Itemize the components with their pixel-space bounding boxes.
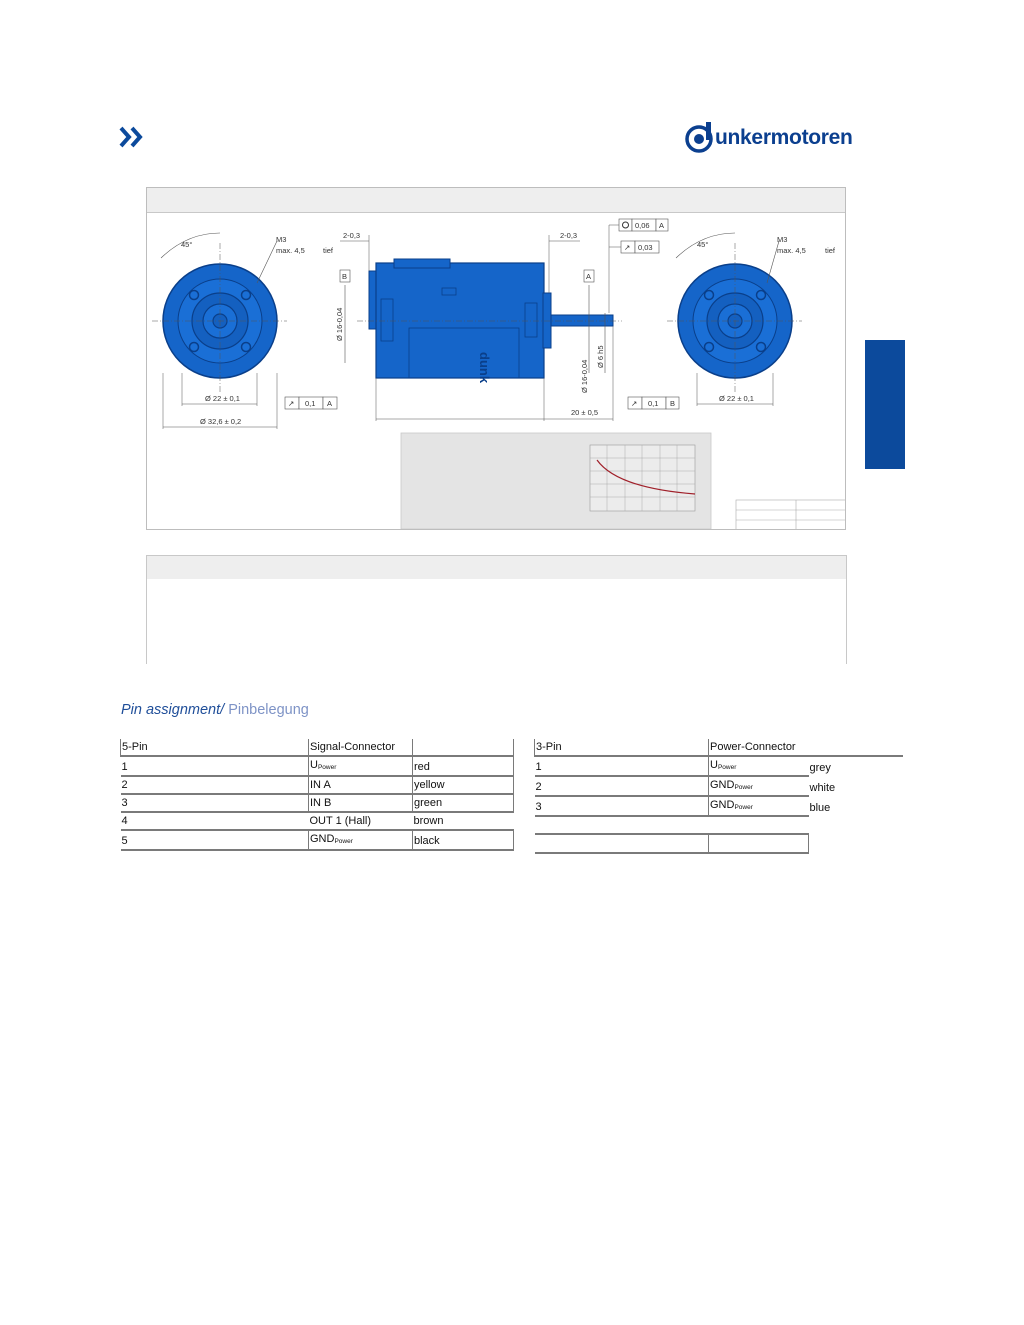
header-cell (413, 739, 514, 756)
header-cell: 3-Pin (535, 739, 709, 756)
table-row (121, 756, 514, 776)
bolt-circle-left: Ø 22 ± 0,1 (205, 394, 240, 403)
svg-text:↗: ↗ (624, 243, 631, 252)
signal-name: IN A (309, 776, 413, 794)
empty-cell (809, 834, 903, 853)
motor-side-view (335, 219, 668, 421)
table-row (121, 794, 514, 812)
empty-cell (535, 816, 709, 834)
wire-color: black (413, 830, 514, 850)
svg-text:dunk: dunk (477, 352, 492, 384)
bolt-circle-right: Ø 22 ± 0,1 (719, 394, 754, 403)
table-row (121, 812, 514, 830)
svg-text:↗: ↗ (631, 399, 638, 408)
signal-name: $U_{Power}$ (309, 756, 413, 776)
tief-label-right: tief (825, 246, 836, 255)
datum-a: A (586, 272, 592, 281)
runout-left-datum: A (327, 399, 333, 408)
table-row (121, 776, 514, 794)
runout-top-value: 0,03 (638, 243, 653, 252)
pin-number: 3 (535, 796, 709, 816)
header-cell: Power-Connector (709, 739, 809, 756)
concentricity-datum: A (659, 221, 665, 230)
pin-assignment-heading-en: Pin assignment/ (121, 702, 225, 718)
wire-color: grey (809, 762, 831, 774)
shaft-offset-left: 2-0,3 (343, 231, 361, 240)
pin-assignment-heading (121, 702, 309, 718)
table-row (535, 834, 903, 853)
concentricity-value: 0,06 (635, 221, 650, 230)
pin-number: 4 (121, 815, 128, 827)
table-row (535, 796, 903, 816)
table-row (121, 830, 514, 850)
right-flange-view (628, 233, 836, 409)
empty-cell (709, 816, 809, 834)
side-tab (865, 340, 905, 469)
drawing-panel-header (147, 188, 845, 213)
pin-number: 2 (535, 776, 709, 796)
pin-number: 2 (121, 776, 309, 794)
pin-assignment-heading-de: Pinbelegung (224, 702, 309, 718)
signal-name: $GND_{Power}$ (709, 776, 809, 796)
table-header-row (121, 739, 514, 756)
datum-b: B (342, 272, 348, 281)
shaft-offset-right: 2-0,3 (560, 231, 578, 240)
signal-name: OUT 1 (Hall) (309, 815, 372, 827)
technical-drawing-panel (146, 187, 846, 530)
depth-label-left: max. 4,5 (276, 246, 305, 255)
left-flange-view (152, 233, 337, 429)
tief-label-left: tief (323, 246, 334, 255)
double-chevron-right-icon (119, 124, 145, 150)
motor-drawing (147, 213, 845, 529)
signal-connector-table (120, 739, 514, 851)
pin-number: 1 (121, 756, 309, 776)
characteristic-curve-grid (590, 445, 695, 511)
signal-name: $GND_{Power}$ (709, 796, 809, 816)
pin-number: 3 (121, 794, 309, 812)
thread-label-left: M3 (276, 235, 287, 244)
empty-cell (809, 816, 903, 834)
wire-color: red (413, 756, 514, 776)
shaft-length-label: 20 ± 0,5 (571, 408, 599, 417)
wire-color: green (413, 794, 514, 812)
header-cell (809, 739, 903, 756)
angle-label-left: 45° (181, 240, 193, 249)
runout-left-value: 0,1 (305, 399, 316, 408)
signal-name: $U_{Power}$ (709, 756, 809, 776)
table-row (535, 776, 903, 796)
runout-right-value: 0,1 (648, 399, 659, 408)
table-row (535, 756, 903, 776)
power-connector-table (534, 739, 903, 854)
bore-right: Ø 16-0,04 (580, 359, 589, 393)
pin-number: 1 (535, 756, 709, 776)
info-panel-header (147, 556, 846, 579)
info-panel (146, 555, 847, 664)
angle-label-right: 45° (697, 240, 709, 249)
logo-d-icon (684, 120, 716, 154)
logo-text: unkermotoren (715, 126, 853, 149)
empty-cell (709, 834, 809, 853)
dunkermotoren-logo (684, 120, 853, 154)
shaft-diameter: Ø 6 h5 (596, 345, 605, 368)
signal-name: IN B (309, 794, 413, 812)
table-row (535, 816, 903, 834)
pin-number: 5 (121, 830, 309, 850)
wire-color: yellow (413, 776, 514, 794)
signal-name: $GND_{Power}$ (309, 830, 413, 850)
table-header-row (535, 739, 903, 756)
wire-color: brown (413, 815, 444, 827)
title-block (736, 500, 845, 529)
wire-color: white (809, 782, 836, 794)
header-cell: Signal-Connector (309, 739, 413, 756)
bore-left: Ø 16-0,04 (335, 307, 344, 341)
svg-text:↗: ↗ (288, 399, 295, 408)
runout-right-datum: B (670, 399, 676, 408)
empty-cell (535, 834, 709, 853)
depth-label-right: max. 4,5 (777, 246, 806, 255)
thread-label-right: M3 (777, 235, 788, 244)
body-diameter-label: Ø 32,6 ± 0,2 (200, 417, 242, 426)
wire-color: blue (809, 802, 831, 814)
header-cell: 5-Pin (121, 739, 309, 756)
